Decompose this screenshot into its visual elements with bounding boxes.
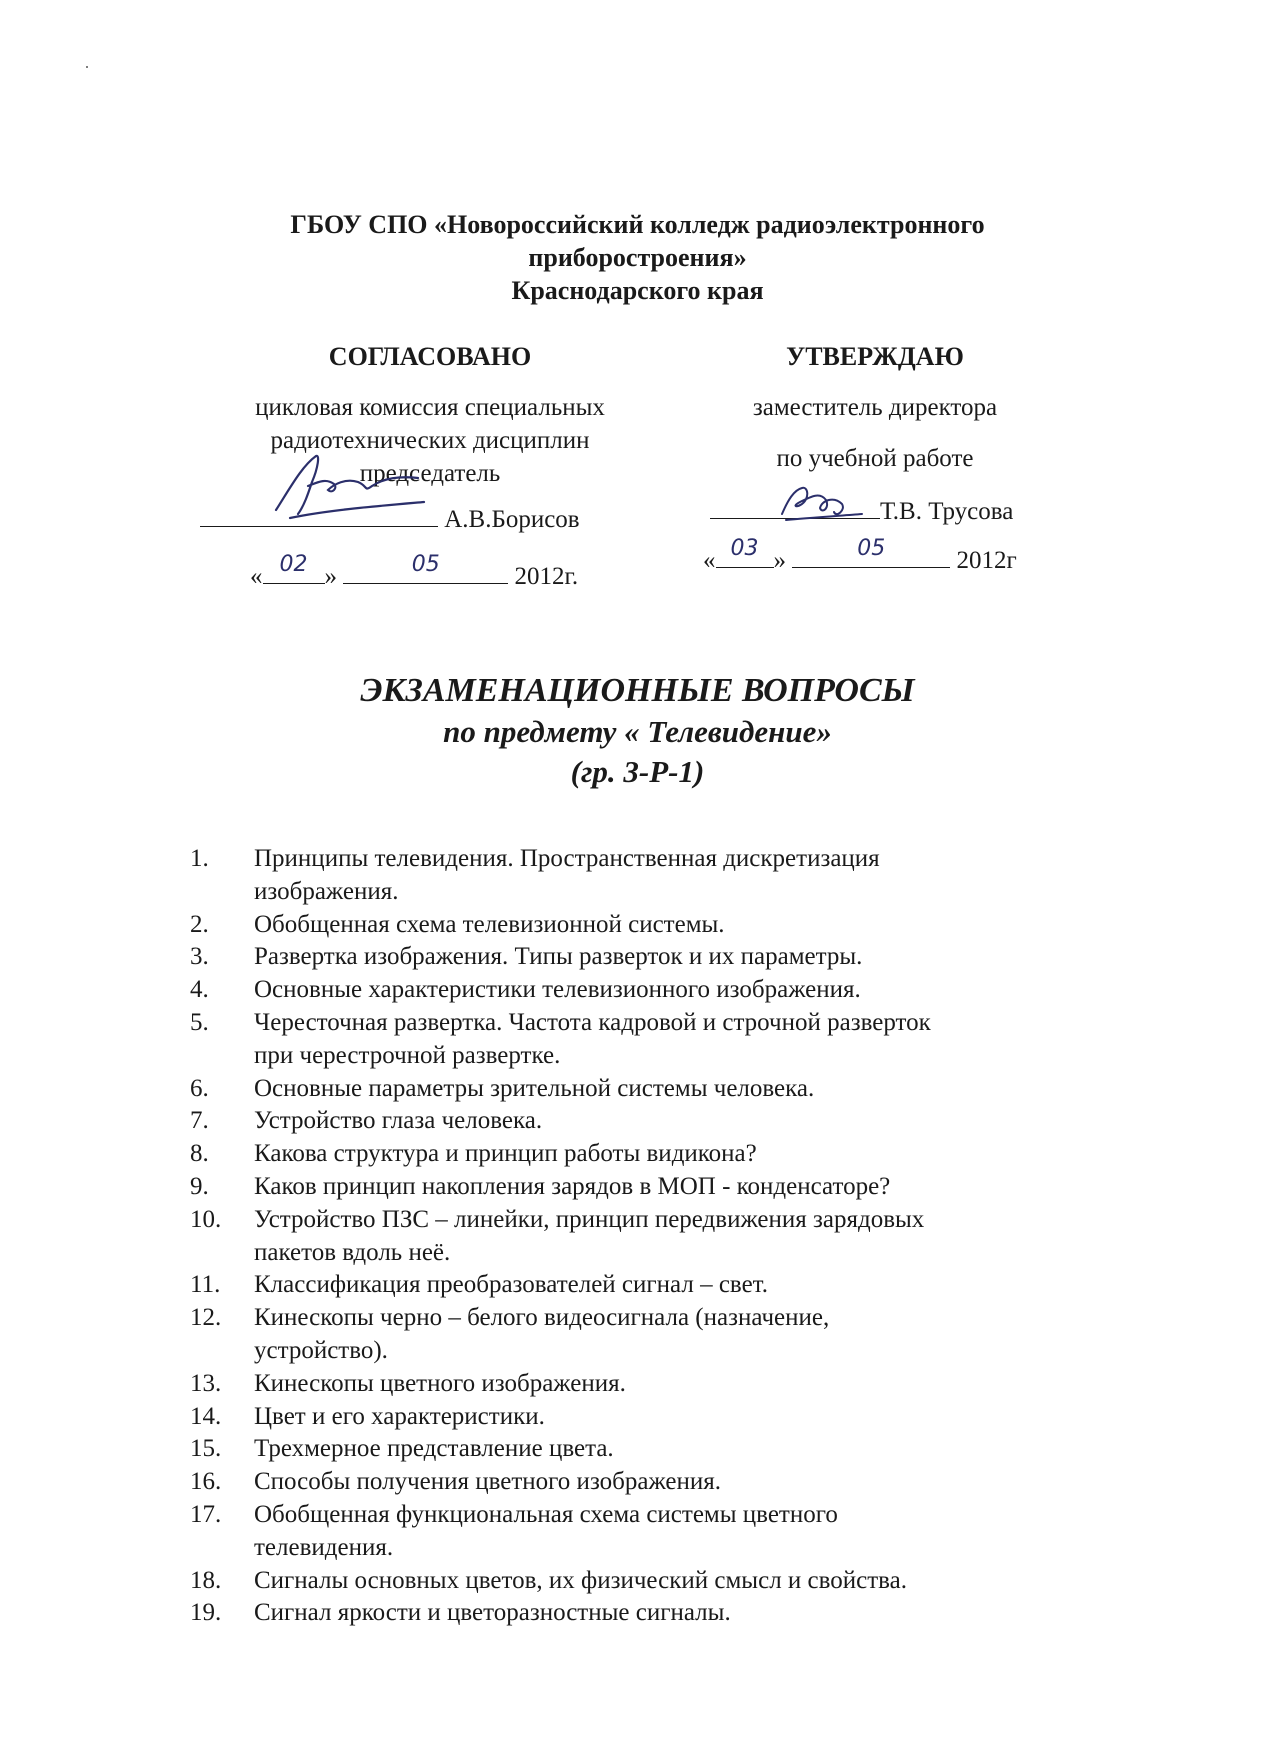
question-number: 13. (190, 1369, 222, 1397)
question-number: 4. (190, 976, 209, 1004)
question-number: 5. (190, 1008, 209, 1036)
question-text-line: Принципы телевидения. Пространственная дискретизация (254, 845, 880, 872)
question-number: 6. (190, 1074, 209, 1102)
approved-date-day-blank (716, 536, 774, 568)
header-line-2: приборостроения» (528, 243, 747, 272)
agreed-date-month: 05 (411, 552, 440, 577)
question-text-line: Цвет и его характеристики. (254, 1402, 545, 1430)
question-text-line: Кинескопы цветного изображения. (254, 1369, 626, 1397)
question-item (190, 1597, 1090, 1630)
question-number: 15. (190, 1435, 222, 1463)
question-item (190, 1007, 1090, 1073)
question-item (190, 843, 1090, 909)
question-text-line: Основные характеристики телевизионного изображения. (254, 976, 861, 1004)
agreed-date-month-blank (343, 552, 508, 584)
scan-speck (86, 66, 88, 68)
question-item (190, 1204, 1090, 1270)
question-number: 12. (190, 1304, 222, 1332)
approved-date-close: » (773, 547, 786, 574)
question-text-line: Обобщенная схема телевизионной системы. (254, 910, 725, 938)
question-text-line: устройство). (254, 1336, 388, 1364)
agreed-line-3: председатель (359, 460, 501, 487)
approved-date-day: 03 (730, 536, 759, 561)
question-text-line: Обобщенная функциональная схема системы цветного (254, 1500, 838, 1528)
question-number: 1. (190, 845, 209, 872)
question-number: 19. (190, 1599, 222, 1627)
question-item (190, 1269, 1090, 1302)
question-text-line: Какова структура и принцип работы видикона? (254, 1140, 757, 1168)
header-line-3: Краснодарского края (511, 276, 764, 305)
question-item (190, 1105, 1090, 1138)
question-text-line: Сигнал яркости и цветоразностные сигналы. (254, 1599, 731, 1627)
agreed-line-2: радиотехнических дисциплин (270, 427, 590, 454)
approved-date-month: 05 (857, 536, 886, 561)
question-number: 17. (190, 1500, 222, 1528)
question-text-line: изображения. (254, 877, 399, 905)
question-number: 10. (190, 1205, 222, 1233)
question-text-line: Каков принцип накопления зарядов в МОП - конденсаторе? (254, 1172, 891, 1200)
title-line-2: по предмету « Телевидение» (443, 714, 832, 749)
approved-date-open: « (703, 547, 716, 574)
approved-name: Т.В. Трусова (880, 498, 1014, 525)
question-number: 2. (190, 910, 209, 938)
question-item (190, 941, 1090, 974)
question-number: 14. (190, 1402, 222, 1430)
approved-date-month-blank (792, 536, 950, 568)
question-number: 18. (190, 1566, 222, 1594)
approved-handwritten-signature (776, 478, 866, 528)
question-item (190, 1433, 1090, 1466)
question-text-line: Сигналы основных цветов, их физический смысл и свойства. (254, 1566, 908, 1594)
question-item (190, 1302, 1090, 1368)
question-number: 11. (190, 1271, 221, 1299)
question-item (190, 1138, 1090, 1171)
question-item (190, 1565, 1090, 1598)
approval-agreed-block (195, 340, 665, 490)
question-text-line: Классификация преобразователей сигнал – свет. (254, 1271, 768, 1299)
question-text-line: Способы получения цветного изображения. (254, 1468, 722, 1496)
question-item (190, 1499, 1090, 1565)
question-text-line: Развертка изображения. Типы разверток и их параметры. (254, 943, 863, 971)
question-number: 3. (190, 943, 209, 971)
question-item (190, 1073, 1090, 1106)
question-item (190, 974, 1090, 1007)
document-title (0, 670, 1275, 792)
agreed-date-open: « (250, 563, 263, 590)
question-text-line: Кинескопы черно – белого видеосигнала (назначение, (254, 1304, 830, 1332)
question-text-line: Чересточная развертка. Частота кадровой и строчной разверток (254, 1008, 931, 1036)
question-item (190, 909, 1090, 942)
question-number: 8. (190, 1140, 209, 1168)
question-text-line: при черестрочной развертке. (254, 1041, 561, 1069)
agreed-name: А.В.Борисов (444, 506, 580, 533)
agreed-handwritten-signature (268, 448, 428, 528)
question-item (190, 1368, 1090, 1401)
approved-date-year: 2012г (956, 547, 1017, 574)
agreed-title: СОГЛАСОВАНО (328, 342, 532, 371)
agreed-date-day: 02 (279, 552, 308, 577)
question-text-line: Устройство глаза человека. (254, 1107, 543, 1135)
agreed-date-close: » (324, 563, 337, 590)
title-line-1: ЭКЗАМЕНАЦИОННЫЕ ВОПРОСЫ (360, 672, 915, 709)
question-item (190, 1401, 1090, 1434)
header-line-1: ГБОУ СПО «Новороссийский колледж радиоэлектронного (290, 210, 985, 239)
approval-approved-block (700, 340, 1070, 475)
question-number: 7. (190, 1107, 209, 1135)
agreed-date-year: 2012г. (514, 563, 579, 590)
institution-header (0, 208, 1275, 307)
agreed-date-day-blank (263, 552, 325, 584)
question-text-line: Устройство ПЗС – линейки, принцип передвижения зарядовых (254, 1205, 925, 1233)
agreed-date-line (250, 552, 579, 593)
approved-line-2: по учебной работе (776, 445, 974, 472)
approved-title: УТВЕРЖДАЮ (786, 342, 964, 371)
approved-date-line (703, 536, 1017, 577)
question-item (190, 1171, 1090, 1204)
question-item (190, 1466, 1090, 1499)
question-number: 9. (190, 1172, 209, 1200)
approved-line-1: заместитель директора (752, 394, 998, 421)
question-text-line: телевидения. (254, 1533, 394, 1561)
question-text-line: Основные параметры зрительной системы человека. (254, 1074, 815, 1102)
question-number: 16. (190, 1468, 222, 1496)
agreed-line-1: цикловая комиссия специальных (255, 394, 605, 421)
title-line-3: (гр. 3-Р-1) (570, 754, 705, 789)
exam-questions-list (190, 843, 1090, 1630)
question-text-line: пакетов вдоль неё. (254, 1238, 451, 1266)
question-text-line: Трехмерное представление цвета. (254, 1435, 614, 1463)
